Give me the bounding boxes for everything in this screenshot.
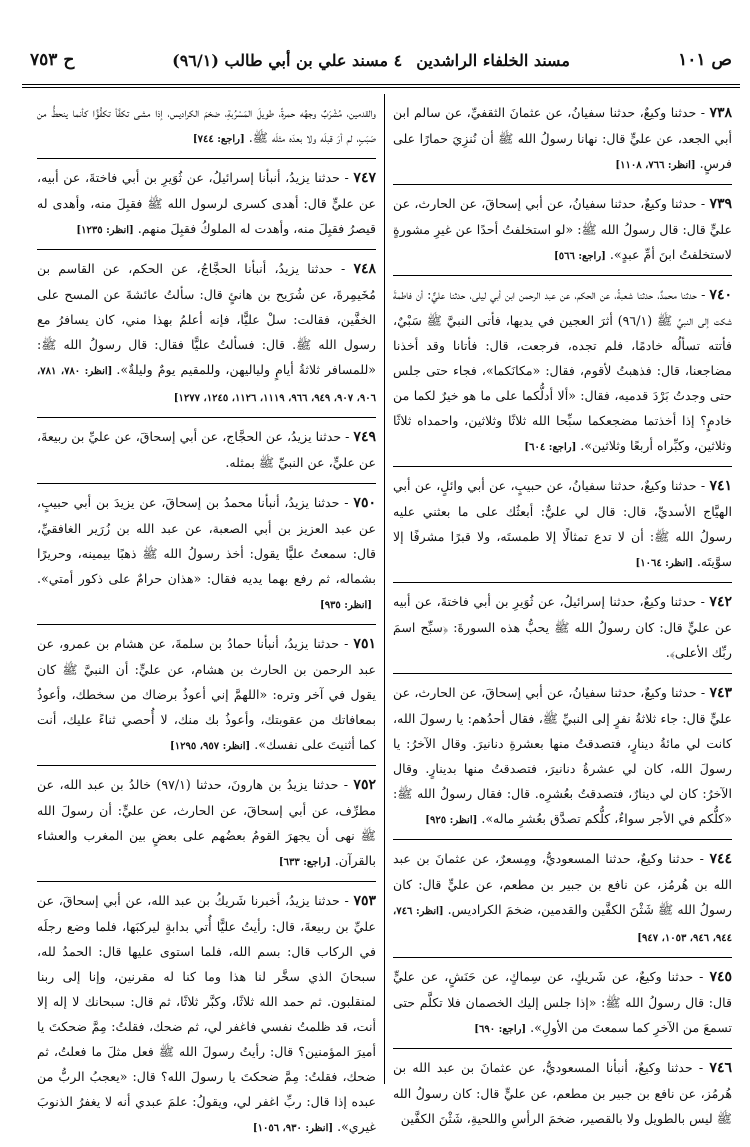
section-title: ٤ مسند علي بن أبي طالب (٩٦/١)	[172, 50, 403, 70]
hadith-entry: ٧٤٦ - حدثنا وكيعٌ، أنبأنا المسعوديُّ، عن عثمانَ بن عبد الله بن هُرمُز، عن نافع بن جبير بن مطعم، عن عليٍّ قال: كان رسولُ الله ﷺ ليس بالطويل ولا بالقصير، ضخمَ الرأسِ واللحيةِ، شَثْنَ الكفَّين	[393, 1060, 732, 1126]
column-divider	[384, 94, 385, 1084]
page-number: ص ١٠١	[678, 50, 732, 70]
header-titles	[172, 51, 570, 70]
hadith-entry: ٧٤٣ - حدثنا وكيعٌ، حدثنا سفيانُ، عن أبي إسحاقَ، عن الحارث، عن عليٍّ قال: جاء ثلاثةُ نفرٍ إلى النبيِّ ﷺ، فقال أحدُهم: يا رسولَ الله، كانت لي مائةُ دينارٍ، فتصدقتُ منها بعشرةِ دنانيرَ. وقال الآخرُ: يا رسولَ الله، كان لي عشرةُ دنانيرَ، فتصدقتُ منها بدينارٍ. وقال الآخرُ: كان لي دينارٌ، فتصدقتُ بعُشرِه. قال: فقال رسولُ الله ﷺ: «كلُّكم في الأجر سواءٌ، كلُّكم تصدَّق بعُشرِ ماله».[انظر: ٩٢٥]	[393, 674, 732, 840]
text-columns	[22, 94, 740, 1134]
hadith-entry: ٧٣٩ - حدثنا وكيعٌ، حدثنا سفيانُ، عن أبي إسحاقَ، عن الحارث، عن عليٍّ قال: قال رسولُ الله ﷺ: «لو استخلفتُ أحدًا عن غيرِ مشورةٍ لاستخلفتُ ابنَ أمِّ عبدٍ».[راجع: ٥٦٦]	[393, 185, 732, 276]
hadith-entry: ٧٤٩ - حدثنا يزيدُ، عن الحجَّاج، عن أبي إسحاقَ، عن عليِّ بن ربيعةَ، عن عليٍّ، عن النبيِّ ﷺ بمثله.	[37, 418, 376, 484]
right-column	[385, 94, 740, 1126]
page	[22, 36, 740, 1134]
hadith-range-label: ح ٧٥٣	[30, 50, 75, 70]
hadith-entry: ٧٤٥ - حدثنا وكيعٌ، عن شَريكٍ، عن سِماكٍ، عن حَنَشٍ، عن عليٍّ قال: قال رسولُ الله ﷺ: «إذا جلس إليك الخصمان فلا تكلَّم حتى تسمعَ من الآخرِ كما سمعتَ من الأولِ».[راجع: ٦٩٠]	[393, 958, 732, 1049]
running-header	[22, 36, 740, 88]
hadith-entry: ٧٤٧ - حدثنا يزيدُ، أنبأنا إسرائيلُ، عن ثُوَيرِ بن أبي فاختةَ، عن أبيه، عن عليٍّ قال: أهدى كسرى لرسول الله ﷺ فقبِلَ منه، وأهدى له قيصرُ فقبِلَ منه، وأهدت له الملوكُ فقبِلَ منهم.[انظر: ١٢٣٥]	[37, 159, 376, 250]
hadith-entry: ٧٥٢ - حدثنا يزيدُ بن هارونَ، حدثنا (٩٧/١) خالدُ بن عبد الله، عن مطرِّف، عن أبي إسحاقَ، عن الحارث، عن عليٍّ: أن رسولَ الله ﷺ نهى أن يجهرَ القومُ بعضُهم على بعضٍ بين المغرب والعشاء بالقرآن.[راجع: ٦٣٣]	[37, 766, 376, 882]
left-column	[29, 94, 384, 1134]
hadith-entry: ٧٤٤ - حدثنا وكيعٌ، حدثنا المسعوديُّ، ومِسعرٌ، عن عثمانَ بن عبد الله بن هُرمُز، عن نافع بن جبير بن مطعم، عن عليٍّ قال: كان رسولُ الله ﷺ شَثْنَ الكفَّين والقدمين، ضخمَ الكراديس.[انظر: ٧٤٦، ٩٤٤، ٩٤٦، ١٠٥٣، ٩٤٧]	[393, 840, 732, 958]
hadith-entry: ٧٣٨ - حدثنا وكيعٌ، حدثنا سفيانُ، عن عثمانَ الثقفيِّ، عن سالم ابن أبي الجعد، عن عليٍّ قال: نهانا رسولُ الله ﷺ أن نُنزِيَ حمارًا على فرسٍ.[انظر: ٧٦٦، ١١٠٨]	[393, 94, 732, 185]
hadith-entry: ٧٤٢ - حدثنا وكيعٌ، حدثنا إسرائيلُ، عن ثُوَيرِ بن أبي فاختةَ، عن أبيه عن عليٍّ قال: كان رسولُ الله ﷺ يحبُّ هذه السورةَ: ﴿سبِّح اسمَ ربِّك الأعلى﴾.	[393, 583, 732, 674]
hadith-entry: ٧٤٨ - حدثنا يزيدُ، أنبأنا الحجَّاجُ، عن الحكم، عن القاسم بن مُخَيمِرةَ، عن شُرَيح بن هانئٍ قال: سألتُ عائشةَ عن المسح على الخفَّين، فقالت: سلْ عليًّا، فإنه أعلمُ بهذا مني، كان يسافرُ مع رسول الله ﷺ. قال: فسألتُ عليًّا فقال: قال رسولُ الله ﷺ: «للمسافر ثلاثةُ أيامٍ ولياليهن، وللمقيم يومٌ وليلةٌ».[انظر: ٧٨٠، ٧٨١، ٩٠٦، ٩٠٧، ٩٤٩، ٩٦٦، ١١١٩، ١١٢٦، ١٢٤٥، ١٢٧٧]	[37, 250, 376, 418]
hadith-entry: ٧٤٠ - حدثنا محمدٌ، حدثنا شعبةُ، عن الحكم، عن عبد الرحمن ابن أبي ليلى، حدثنا عليٌّ: أن فاطمةَ شكت إلى النبيِّ ﷺ (٩٦/١) أثرَ العجين في يديها، فأتى النبيَّ ﷺ سَبْيٌ، فأتته تسألُه خادمًا، فلم تجده، فرجعت، قال: فأتانا وقد أخذنا مضاجعنا، قال: فذهبتُ لأقوم، فقال: «مكانَكما»، فجاء حتى جلس حتى وجدتُ بَرْدَ قدميه، فقال: «ألا أدلُّكما على ما هو خيرٌ لكما من خادمٍ؟ إذا أخذتما مضجعكما سبِّحا الله ثلاثًا وثلاثين، واحمداه ثلاثًا وثلاثين، وكبِّراه أربعًا وثلاثين».[راجع: ٦٠٤]	[393, 276, 732, 467]
hadith-entry: ٧٥٣ - حدثنا يزيدُ، أخبرنا شَريكُ بن عبد الله، عن أبي إسحاقَ، عن عليِّ بن ربيعةَ، قال: رأيتُ عليًّا أُتي بدابةٍ ليركبَها، فلما وضع رجلَه في الركاب قال: بسم الله، فلما استوى عليها قال: الحمدُ لله، سبحانَ الذي سخَّر لنا هذا وما كنا له مقرنين، وإنا إلى ربنا لمنقلبون. ثم حمد الله ثلاثًا، وكبَّر ثلاثًا، ثم قال: سبحانك لا إله إلا أنت، قد ظلمتُ نفسي فاغفر لي، ثم ضحك، فقلتُ: مِمَّ ضحكتَ يا أميرَ المؤمنين؟ قال: رأيتُ رسولَ الله ﷺ فعل مثلَ ما فعلتُ، ثم ضحك، فقلتُ: مِمَّ ضحكتَ يا رسولَ الله؟ قال: «يعجبُ الربُّ من عبده إذا قال: ربِّ اغفر لي، ويقولُ: علمَ عبدي أنه لا يغفرُ الذنوبَ غيري».[انظر: ٩٣٠، ١٠٥٦]	[37, 893, 376, 1134]
hadith-entry: ٧٥١ - حدثنا يزيدُ، أنبأنا حمادُ بن سلمةَ، عن هشام بن عمرو، عن عبد الرحمن بن الحارث بن هشام، عن عليٍّ: أن النبيَّ ﷺ كان يقول في آخر وتره: «اللهمَّ إني أعوذُ برضاك من سخطك، وأعوذُ بمعافاتك من عقوبتك، وأعوذُ بك منك، لا أُحصي ثناءً عليك، أنت كما أثنيتَ على نفسك».[انظر: ٩٥٧، ١٢٩٥]	[37, 625, 376, 766]
hadith-entry: ٧٤١ - حدثنا وكيعٌ، حدثنا سفيانُ، عن حبيبٍ، عن أبي وائلٍ، عن أبي الهيَّاج الأسديِّ، قال: قال لي عليٌّ: أبعثُك على ما بعثني عليه رسولُ الله ﷺ: أن لا تدع تمثالًا إلا طمستَه، ولا قبرًا مشرفًا إلا سوَّيتَه.[انظر: ١٠٦٤]	[393, 467, 732, 583]
book-title: مسند الخلفاء الراشدين	[416, 50, 570, 70]
hadith-entry: ٧٥٠ - حدثنا يزيدُ، أنبأنا محمدُ بن إسحاقَ، عن يزيدَ بن أبي حبيبٍ، عن عبد العزيز بن أبي الصعبة، عن عبد الله بن زُرَير الغافقيِّ، قال: سمعتُ عليًّا يقول: أخذ رسولُ الله ﷺ ذهبًا بيمينه، وحريرًا بشماله، ثم رفع بهما يديه فقال: «هذان حرامٌ على ذكور أمتي».[انظر: ٩٣٥]	[37, 484, 376, 625]
hadith-continuation: والقدمين، مُشْرَبٌ وجهُه حمرةً، طويلَ المَسْرُبةِ، ضخمَ الكراديس، إذا مشى تكفَّأ تكفُّؤًا كأنما ينحطُّ من صَبَبٍ، لم أرَ قبلَه ولا بعدَه مثلَه ﷺ.[راجع: ٧٤٤]	[37, 94, 376, 159]
